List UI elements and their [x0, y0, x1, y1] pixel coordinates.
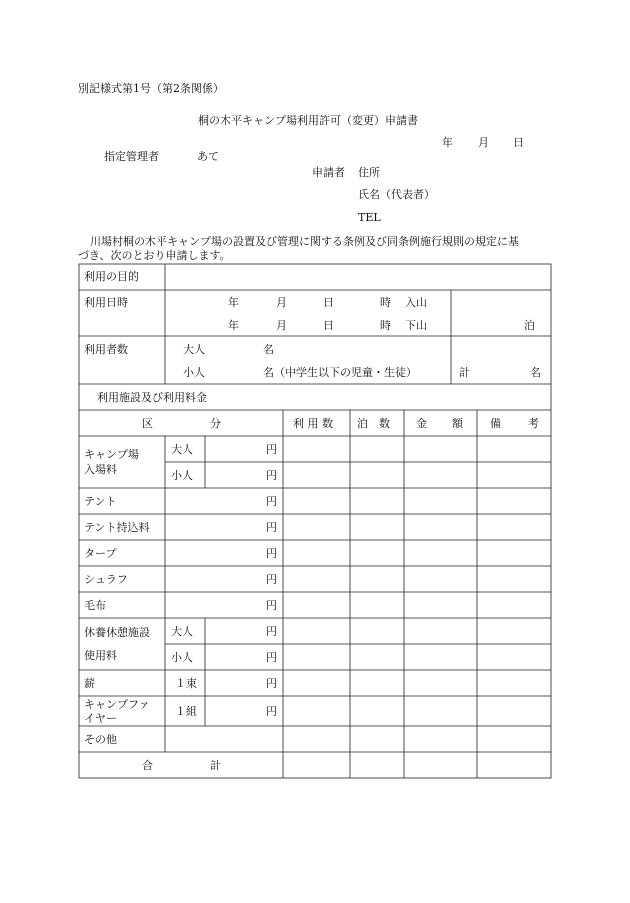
facility-heading: 利用施設及び利用料金 — [97, 391, 207, 404]
purpose-label: 利用の目的 — [84, 270, 139, 283]
yen-mark: 円 — [266, 547, 277, 560]
applicant-label: 申請者 — [312, 166, 345, 179]
col-usage: 利 用 数 — [293, 417, 333, 430]
date-month: 月 — [478, 136, 489, 149]
people-total-unit: 名 — [530, 366, 541, 379]
tent-bring-label: テント持込料 — [84, 521, 150, 534]
form-title: 桐の木平キャンプ場利用許可（変更）申請書 — [198, 114, 418, 127]
people-label: 利用者数 — [84, 343, 128, 356]
yen-mark: 円 — [266, 677, 277, 690]
total-label-2: 計 — [210, 759, 221, 772]
firewood-label: 薪 — [84, 677, 95, 690]
yen-mark: 円 — [266, 469, 277, 482]
rest-adult: 大人 — [171, 625, 193, 638]
date-day: 日 — [513, 136, 524, 149]
col-nights: 泊 数 — [357, 417, 390, 430]
arrive-label: 入山 — [405, 296, 427, 309]
total-label-1: 合 — [142, 759, 153, 772]
addressee: 指定管理者 — [104, 150, 159, 163]
col-amount-2: 額 — [452, 417, 463, 430]
people-child: 小人 — [183, 366, 205, 379]
name-label: 氏名（代表者） — [358, 188, 435, 201]
col-kubun-2: 分 — [210, 417, 221, 430]
datetime-label: 利用日時 — [84, 296, 128, 309]
leave-day: 日 — [323, 319, 334, 332]
people-total: 計 — [459, 366, 470, 379]
tel-label: TEL — [358, 211, 381, 224]
camp-fee-adult: 大人 — [171, 443, 193, 456]
tarp-label: タープ — [84, 547, 117, 560]
yen-mark: 円 — [266, 521, 277, 534]
rest-facility-label-1: 休養休憩施設 — [84, 626, 150, 639]
yen-mark: 円 — [266, 705, 277, 718]
body-text-line2: づき、次のとおり申請します。 — [78, 249, 231, 262]
form-border — [79, 264, 551, 778]
arrive-year: 年 — [228, 296, 239, 309]
firewood-qty: １束 — [175, 677, 197, 690]
leave-month: 月 — [276, 319, 287, 332]
leave-hour: 時 — [380, 319, 391, 332]
rest-child: 小人 — [171, 651, 193, 664]
form-number: 別記様式第1号（第2条関係） — [78, 82, 224, 95]
leave-year: 年 — [228, 319, 239, 332]
address-label: 住所 — [358, 166, 380, 179]
leave-label: 下山 — [405, 319, 427, 332]
blanket-label: 毛布 — [84, 599, 106, 612]
arrive-hour: 時 — [380, 296, 391, 309]
body-text-line1: 川場村桐の木平キャンプ場の設置及び管理に関する条例及び同条例施行規則の規定に基 — [90, 235, 519, 248]
people-child-note: 名（中学生以下の児童・生徒） — [263, 366, 417, 379]
nights-unit: 泊 — [524, 319, 535, 332]
col-amount-1: 金 — [416, 417, 427, 430]
people-adult: 大人 — [183, 343, 205, 356]
yen-mark: 円 — [266, 573, 277, 586]
yen-mark: 円 — [266, 599, 277, 612]
campfire-qty: １組 — [175, 705, 197, 718]
col-notes-2: 考 — [528, 417, 539, 430]
yen-mark: 円 — [266, 625, 277, 638]
yen-mark: 円 — [266, 495, 277, 508]
date-year: 年 — [442, 136, 453, 149]
yen-mark: 円 — [266, 651, 277, 664]
col-notes-1: 備 — [490, 417, 501, 430]
camp-fee-label-2: 入場料 — [84, 463, 117, 476]
campfire-label-2: イヤー — [84, 712, 117, 725]
rest-facility-label-2: 使用料 — [84, 649, 117, 662]
other-label: その他 — [84, 733, 117, 746]
arrive-month: 月 — [276, 296, 287, 309]
col-kubun-1: 区 — [142, 417, 153, 430]
people-adult-unit: 名 — [263, 343, 274, 356]
campfire-label-1: キャンプファ — [84, 698, 150, 711]
camp-fee-child: 小人 — [171, 469, 193, 482]
camp-fee-label-1: キャンプ場 — [84, 448, 139, 461]
sleeping-bag-label: シュラフ — [84, 573, 128, 586]
yen-mark: 円 — [266, 443, 277, 456]
addressee-suffix: あて — [197, 150, 219, 163]
arrive-day: 日 — [323, 296, 334, 309]
tent-label: テント — [84, 495, 117, 508]
